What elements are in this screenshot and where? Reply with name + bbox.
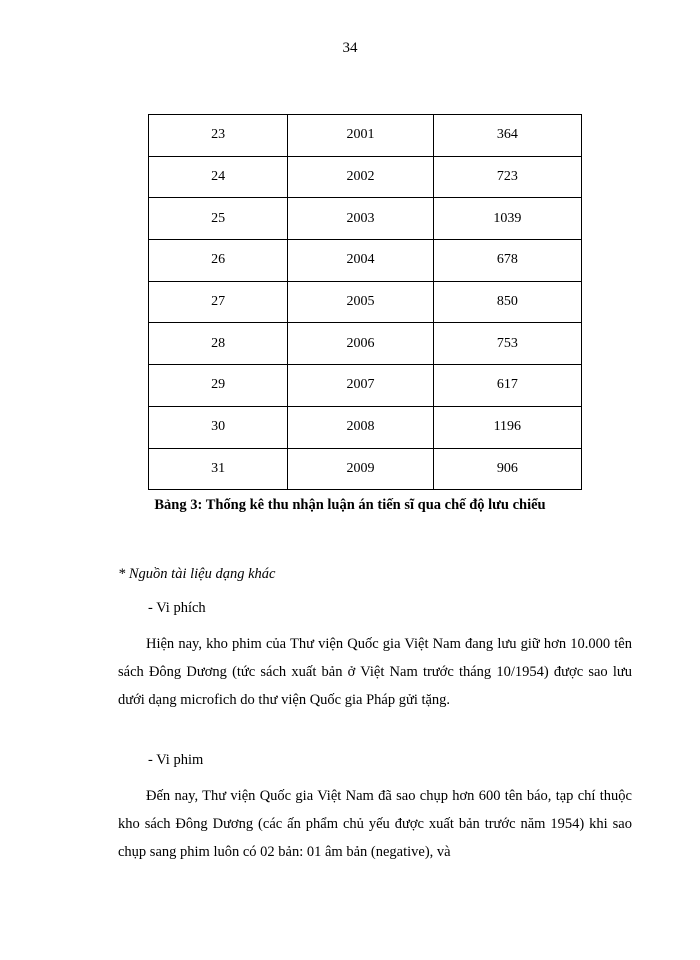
table-cell-count: 906 bbox=[433, 448, 581, 490]
table-cell-year: 2008 bbox=[288, 406, 433, 448]
paragraph-vi-phim: Đến nay, Thư viện Quốc gia Việt Nam đã sao chụp hơn 600 tên báo, tạp chí thuộc kho sách Đông Dương (các ấn phẩm chủ yếu được xuất bản trước năm 1954) khi sao chụp sang phim luôn có 02 bản: 01 âm bản (negative), và bbox=[118, 788, 632, 860]
table-row bbox=[149, 156, 582, 198]
table-cell-index: 23 bbox=[149, 115, 288, 157]
section-heading: * Nguồn tài liệu dạng khác bbox=[118, 566, 276, 582]
table-cell-year: 2007 bbox=[288, 365, 433, 407]
table-cell-year: 2006 bbox=[288, 323, 433, 365]
table-cell-count: 753 bbox=[433, 323, 581, 365]
table-cell-count: 1196 bbox=[433, 406, 581, 448]
table-row bbox=[149, 323, 582, 365]
table-cell-index: 26 bbox=[149, 240, 288, 282]
table-cell-index: 31 bbox=[149, 448, 288, 490]
table-row bbox=[149, 406, 582, 448]
statistics-table bbox=[148, 114, 582, 490]
table-cell-year: 2003 bbox=[288, 198, 433, 240]
table-cell-index: 25 bbox=[149, 198, 288, 240]
table-row bbox=[149, 281, 582, 323]
table-cell-count: 723 bbox=[433, 156, 581, 198]
table-cell-count: 850 bbox=[433, 281, 581, 323]
table-cell-index: 28 bbox=[149, 323, 288, 365]
paragraph-vi-phich: Hiện nay, kho phim của Thư viện Quốc gia Việt Nam đang lưu giữ hơn 10.000 tên sách Đông Dương (tức sách xuất bản ở Việt Nam trước tháng 10/1954) được sao lưu dưới dạng microfich do thư viện Quốc gia Pháp gửi tặng. bbox=[118, 636, 632, 708]
table-cell-year: 2009 bbox=[288, 448, 433, 490]
table-cell-index: 29 bbox=[149, 365, 288, 407]
table-caption: Bảng 3: Thống kê thu nhận luận án tiến sĩ qua chế độ lưu chiểu bbox=[154, 497, 546, 513]
table-cell-count: 364 bbox=[433, 115, 581, 157]
table-cell-index: 30 bbox=[149, 406, 288, 448]
table-cell-count: 1039 bbox=[433, 198, 581, 240]
table-cell-count: 678 bbox=[433, 240, 581, 282]
table-cell-year: 2005 bbox=[288, 281, 433, 323]
table-row bbox=[149, 115, 582, 157]
table-row bbox=[149, 198, 582, 240]
table-cell-year: 2001 bbox=[288, 115, 433, 157]
table-row bbox=[149, 448, 582, 490]
page-number: 34 bbox=[342, 40, 358, 56]
table-cell-year: 2004 bbox=[288, 240, 433, 282]
subheading-vi-phich: - Vi phích bbox=[148, 600, 206, 616]
table-cell-index: 27 bbox=[149, 281, 288, 323]
table-cell-count: 617 bbox=[433, 365, 581, 407]
table-row bbox=[149, 240, 582, 282]
table-row bbox=[149, 365, 582, 407]
table-cell-year: 2002 bbox=[288, 156, 433, 198]
table-cell-index: 24 bbox=[149, 156, 288, 198]
subheading-vi-phim: - Vi phim bbox=[148, 752, 204, 768]
